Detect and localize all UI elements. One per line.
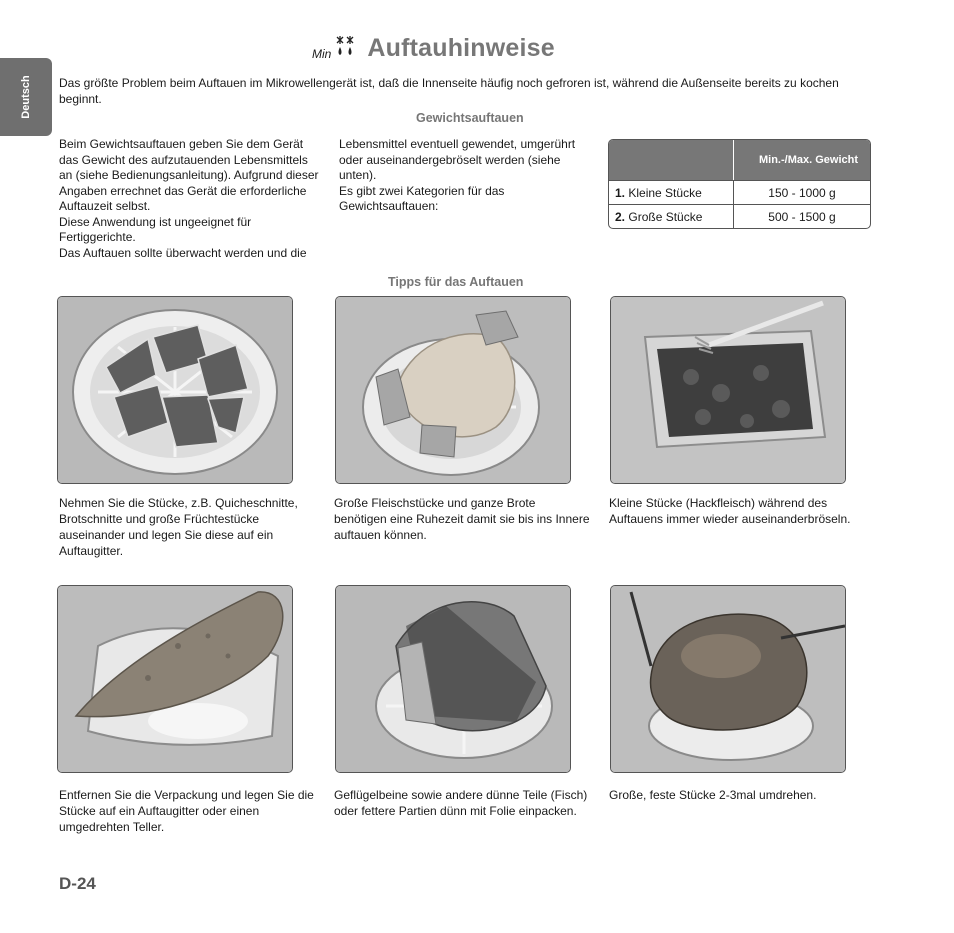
photo-foil-wrapped-piece (335, 585, 571, 773)
category-name: 2. Große Stücke (609, 204, 734, 228)
defrost-icon (335, 35, 355, 62)
tips-section-heading: Tipps für das Auftauen (388, 275, 524, 289)
category-name: 1. Kleine Stücke (609, 180, 734, 204)
weight-categories-table (608, 139, 871, 229)
paragraph: Lebensmittel eventuell gewendet, umgerührt oder auseinandergebröselt werden (siehe unten). (339, 137, 576, 182)
category-range: 150 - 1000 g (734, 180, 870, 204)
language-tab-label: Deutsch (20, 75, 32, 119)
paragraph: Beim Gewichtsauftauen geben Sie dem Gerät das Gewicht des aufzutauenden Lebensmittels an (siehe Bedienungsanleitung). Aufgrund dieser Angaben errechnet das Gerät die erforderliche Auftauzeit selbst. (59, 137, 319, 213)
table-row (609, 204, 870, 228)
weight-text-col2 (339, 137, 591, 215)
weight-text-col1 (59, 137, 321, 261)
language-tab (0, 58, 52, 136)
page-number: D-24 (59, 874, 96, 893)
paragraph: Es gibt zwei Kategorien für das Gewichtsauftauen: (339, 183, 505, 213)
tip-caption: Große, feste Stücke 2-3mal umdrehen. (609, 788, 817, 802)
photo-fish-on-plate (57, 585, 293, 773)
min-label: Min (312, 46, 332, 61)
tip-caption: Nehmen Sie die Stücke, z.B. Quicheschnitte, Brotschnitte und große Früchtestücke auseinander und legen Sie diese auf ein Auftaugitter. (59, 496, 298, 558)
page-title: Auftauhinweise (367, 34, 555, 62)
intro-text: Das größte Problem beim Auftauen im Mikrowellengerät ist, daß die Innenseite häufig noch gefroren ist, während die Außenseite bereits zu kochen beginnt. (59, 76, 839, 106)
tip-caption: Entfernen Sie die Verpackung und legen Sie die Stücke auf ein Auftaugitter oder einen umgedrehten Teller. (59, 788, 314, 834)
photo-whole-chicken (610, 585, 846, 773)
paragraph: Das Auftauen sollte überwacht werden und die (59, 245, 307, 260)
tip-caption: Kleine Stücke (Hackfleisch) während des Auftauens immer wieder auseinanderbröseln. (609, 496, 851, 526)
paragraph: Diese Anwendung ist ungeeignet für Fertiggerichte. (59, 214, 252, 244)
table-header-blank (609, 140, 734, 180)
tip-caption: Große Fleischstücke und ganze Brote benötigen eine Ruhezeit damit sie bis ins Innere auftauen können. (334, 496, 590, 542)
weight-section-heading: Gewichtsauftauen (416, 111, 524, 125)
category-range: 500 - 1500 g (734, 204, 870, 228)
table-header-weight: Min.-/Max. Gewicht (734, 140, 870, 180)
table-header-row (609, 140, 870, 180)
tip-caption: Geflügelbeine sowie andere dünne Teile (Fisch) oder fettere Partien dünn mit Folie einpacken. (334, 788, 588, 818)
page-header (312, 34, 555, 63)
photo-large-piece-foil (335, 296, 571, 484)
table-row (609, 180, 870, 204)
photo-sliced-pieces-on-rack (57, 296, 293, 484)
photo-minced-meat-fork (610, 296, 846, 484)
